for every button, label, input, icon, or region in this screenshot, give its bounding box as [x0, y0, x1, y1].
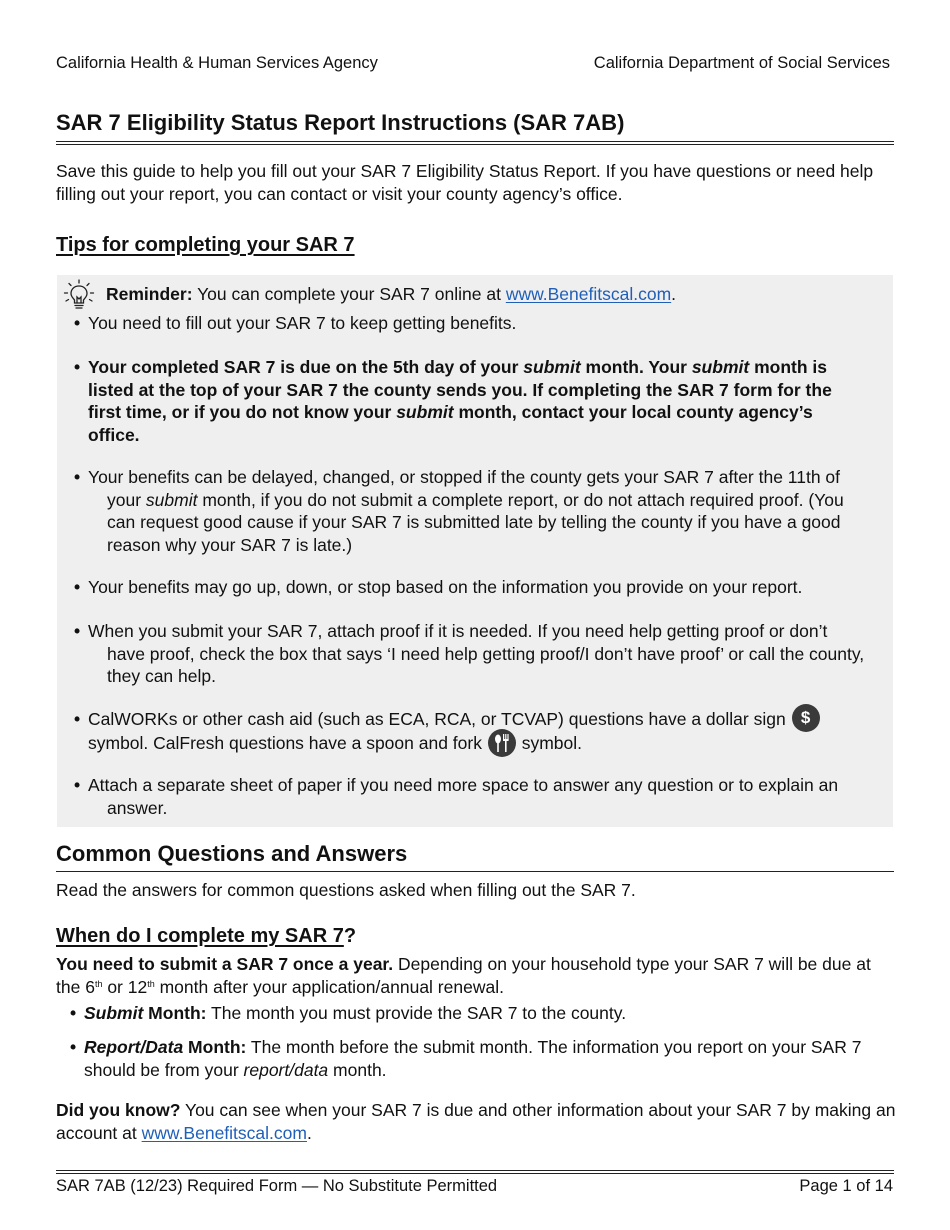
when-heading	[56, 925, 356, 948]
did-you-know-paragraph	[56, 1099, 896, 1144]
benefitscal-link-2[interactable]: www.Benefitscal.com	[141, 1122, 307, 1143]
ordinal-suffix: th	[94, 978, 103, 989]
agency-name-left: California Health & Human Services Agency	[56, 54, 378, 72]
tip-bullet-7	[74, 774, 869, 819]
tip-text: Your benefits may go up, down, or stop based on the information you provide on your report.	[88, 577, 803, 597]
term: Month:	[183, 1037, 247, 1057]
bullet-dot: •	[74, 709, 81, 729]
when-text-part: or 12	[102, 976, 148, 997]
tip-text-part: Your completed SAR 7 is due on the 5th day of your	[88, 357, 524, 377]
term-italic: Submit	[84, 1003, 144, 1023]
definition: The month before the submit month. The information you report on your SAR 7 should be from your	[84, 1037, 862, 1080]
definition-italic: report/data	[243, 1059, 329, 1080]
reminder-line	[106, 283, 676, 306]
bullet-dot: •	[70, 1003, 77, 1023]
bullet-dot: •	[74, 577, 81, 597]
bullet-dot: •	[70, 1037, 77, 1057]
did-you-know-text: You can see when your SAR 7 is due and other information about your SAR 7 by making an account at	[56, 1100, 896, 1143]
bullet-dot: •	[74, 621, 81, 641]
tip-text-part: month is listed at the top of your SAR 7 the county sends you. If completing the SAR 7 form for the first time, or if you do not know your	[88, 357, 832, 422]
tip-text: You need to fill out your SAR 7 to keep getting benefits.	[88, 313, 517, 333]
definition: The month you must provide the SAR 7 to the county.	[206, 1003, 627, 1023]
footer-rule	[56, 1170, 894, 1174]
tip-text-italic: submit	[523, 357, 581, 377]
did-you-know-label: Did you know?	[56, 1100, 181, 1120]
tip-text: When you submit your SAR 7, attach proof if it is needed. If you need help getting proof or don’t have proof, check the box that says ‘I need help getting proof/I don’t have proof’ or call the county, they can help.	[88, 621, 865, 686]
bullet-dot: •	[74, 775, 81, 795]
tip-bullet-6	[74, 708, 869, 757]
tip-bullet-5	[74, 620, 869, 688]
tip-text-part: month, contact your local county agency’s office.	[88, 402, 813, 445]
submit-month-text	[70, 1002, 880, 1025]
tip-text-part: Your benefits can be delayed, changed, or stopped if the county gets your SAR 7 after the 11th of your	[88, 467, 841, 510]
tip-text-italic: submit	[145, 489, 198, 510]
when-bold-text: You need to submit a SAR 7 once a year.	[56, 954, 394, 974]
tip-text	[74, 356, 869, 446]
when-text-part: Depending on your household type your SAR 7 will be due at the 6	[56, 954, 871, 997]
when-paragraph	[56, 953, 896, 998]
page-number: Page 1 of 14	[799, 1177, 893, 1195]
reminder-end: .	[671, 284, 677, 304]
agency-name-right: California Department of Social Services	[593, 54, 890, 72]
bullet-dot: •	[74, 357, 81, 377]
tip-bullet-4	[74, 576, 869, 599]
common-questions-text: Read the answers for common questions asked when filling out the SAR 7.	[56, 880, 636, 900]
tip-text-part: symbol. CalFresh questions have a spoon and fork	[88, 733, 487, 754]
reminder-label: Reminder:	[106, 284, 193, 304]
when-heading-text: When do I complete my SAR 7	[56, 925, 344, 947]
common-questions-heading: Common Questions and Answers	[56, 840, 894, 872]
tip-text-part: month. Your	[580, 357, 692, 377]
report-month-text	[70, 1036, 880, 1081]
tip-text: Attach a separate sheet of paper if you need more space to answer any question or to explain an answer.	[88, 775, 839, 818]
tip-bullet-2	[74, 356, 869, 446]
term-italic: Report/Data	[84, 1037, 184, 1057]
bullet-dot: •	[74, 313, 81, 333]
tip-bullet-1	[74, 312, 869, 335]
tip-text-italic: submit	[396, 402, 454, 422]
report-month-bullet	[70, 1036, 880, 1081]
term: Month:	[143, 1003, 207, 1023]
dollar-sign-icon: $	[792, 704, 820, 732]
did-you-know-end: .	[306, 1122, 312, 1143]
ordinal-suffix: th	[147, 978, 155, 989]
tip-text-part: CalWORKs or other cash aid (such as ECA, RCA, or TCVAP) questions have a dollar sign	[88, 709, 791, 729]
intro-paragraph: Save this guide to help you fill out your SAR 7 Eligibility Status Report. If you have questions or need help filling out your report, you can contact or visit your county agency’s office.	[56, 161, 874, 204]
bullet-dot: •	[74, 467, 81, 487]
submit-month-bullet	[70, 1002, 880, 1025]
document-title: SAR 7 Eligibility Status Report Instructions (SAR 7AB)	[56, 109, 894, 145]
when-heading-mark: ?	[343, 925, 357, 947]
reminder-text: You can complete your SAR 7 online at	[192, 284, 506, 304]
tip-bullet-3	[74, 466, 869, 556]
tip-text-part: month, if you do not submit a complete report, or do not attach required proof. (You can request good cause if your SAR 7 is submitted late by telling the county if you have a good reason why your SAR 7 is late.)	[107, 489, 844, 555]
form-id: SAR 7AB (12/23) Required Form — No Substitute Permitted	[56, 1177, 498, 1195]
tip-text-part: symbol.	[516, 733, 582, 754]
benefitscal-link[interactable]: www.Benefitscal.com	[505, 284, 672, 304]
when-text-part: month after your application/annual renewal.	[154, 976, 504, 997]
lightbulb-icon	[62, 278, 96, 312]
tip-text	[74, 708, 869, 757]
definition: month.	[328, 1059, 387, 1080]
tip-text	[74, 466, 869, 556]
spoon-fork-icon	[488, 729, 516, 757]
tip-text-italic: submit	[691, 357, 750, 377]
tips-heading: Tips for completing your SAR 7	[56, 234, 355, 256]
